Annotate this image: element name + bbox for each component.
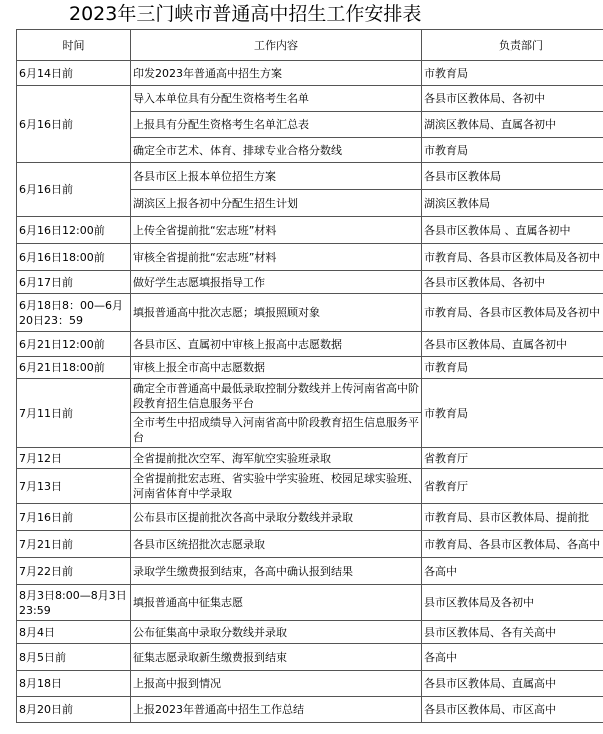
content-cell: 各县市区、直属初中审核上报高中志愿数据 [131, 332, 422, 357]
content-cell: 各县市区上报本单位招生方案 [131, 163, 422, 190]
table-row [17, 379, 603, 413]
table-row [17, 671, 603, 697]
time-cell: 6月18日8：00—6月20日23：59 [17, 294, 131, 332]
time-cell: 8月20日前 [17, 697, 131, 723]
table-row [17, 244, 603, 271]
time-cell: 7月12日 [17, 448, 131, 469]
content-cell: 印发2023年普通高中招生方案 [131, 61, 422, 86]
dept-cell: 湖滨区教体局、直属各初中 [422, 112, 603, 138]
time-cell: 8月5日前 [17, 644, 131, 671]
dept-cell: 各县市区教体局、市区高中 [422, 697, 603, 723]
content-cell: 上报2023年普通高中招生工作总结 [131, 697, 422, 723]
time-cell: 8月4日 [17, 621, 131, 644]
content-cell: 确定全市普通高中最低录取控制分数线并上传河南省高中阶段教育招生信息服务平台 [131, 379, 422, 413]
content-cell: 全省提前批宏志班、省实验中学实验班、校园足球实验班、河南省体育中学录取 [131, 469, 422, 504]
dept-cell: 县市区教体局及各初中 [422, 585, 603, 621]
dept-cell: 市教育局、各县市区教体局及各初中 [422, 244, 603, 271]
content-cell: 上报高中报到情况 [131, 671, 422, 697]
dept-cell: 湖滨区教体局 [422, 190, 603, 217]
content-cell: 上传全省提前批“宏志班”材料 [131, 217, 422, 244]
time-cell: 8月18日 [17, 671, 131, 697]
time-cell: 7月11日前 [17, 379, 131, 448]
dept-cell: 各县市区教体局、直属各初中 [422, 332, 603, 357]
table-row [17, 271, 603, 294]
time-cell: 7月16日前 [17, 504, 131, 531]
dept-cell: 市教育局 [422, 357, 603, 379]
content-cell: 审核上报全市高中志愿数据 [131, 357, 422, 379]
dept-cell: 县市区教体局、各有关高中 [422, 621, 603, 644]
table-row [17, 469, 603, 504]
content-cell: 公布征集高中录取分数线并录取 [131, 621, 422, 644]
table-row [17, 86, 603, 112]
dept-cell: 各高中 [422, 558, 603, 585]
content-cell: 全省提前批次空军、海军航空实验班录取 [131, 448, 422, 469]
dept-cell: 省教育厅 [422, 469, 603, 504]
time-cell: 6月21日18:00前 [17, 357, 131, 379]
content-cell: 全市考生中招成绩导入河南省高中阶段教育招生信息服务平台 [131, 413, 422, 448]
dept-cell: 各高中 [422, 644, 603, 671]
table-row [17, 294, 603, 332]
time-cell: 7月13日 [17, 469, 131, 504]
table-row [17, 558, 603, 585]
table-row [17, 332, 603, 357]
table-row [17, 504, 603, 531]
dept-cell: 市教育局、各县市区教体局及各初中 [422, 294, 603, 332]
time-cell: 6月21日12:00前 [17, 332, 131, 357]
dept-cell: 各县市区教体局、直属高中 [422, 671, 603, 697]
time-cell: 7月21日前 [17, 531, 131, 558]
content-cell: 公布县市区提前批次各高中录取分数线并录取 [131, 504, 422, 531]
dept-cell: 各县市区教体局、各初中 [422, 271, 603, 294]
time-cell: 6月16日前 [17, 86, 131, 163]
dept-cell: 市教育局 [422, 61, 603, 86]
table-row [17, 163, 603, 190]
table-row [17, 61, 603, 86]
table-row [17, 448, 603, 469]
dept-cell: 市教育局 [422, 138, 603, 163]
dept-cell: 各县市区教体局 、直属各初中 [422, 217, 603, 244]
time-cell: 6月16日18:00前 [17, 244, 131, 271]
table-row [17, 217, 603, 244]
table-row [17, 585, 603, 621]
header-time: 时间 [17, 30, 131, 61]
content-cell: 上报具有分配生资格考生名单汇总表 [131, 112, 422, 138]
content-cell: 导入本单位具有分配生资格考生名单 [131, 86, 422, 112]
dept-cell: 省教育厅 [422, 448, 603, 469]
table-row [17, 357, 603, 379]
header-dept: 负责部门 [422, 30, 603, 61]
time-cell: 6月16日前 [17, 163, 131, 217]
table-row [17, 531, 603, 558]
dept-cell: 各县市区教体局、各初中 [422, 86, 603, 112]
time-cell: 8月3日8:00—8月3日23:59 [17, 585, 131, 621]
table-row [17, 697, 603, 723]
dept-cell: 市教育局、县市区教体局、提前批 [422, 504, 603, 531]
content-cell: 征集志愿录取新生缴费报到结束 [131, 644, 422, 671]
time-cell: 6月16日12:00前 [17, 217, 131, 244]
header-row [17, 30, 603, 61]
content-cell: 录取学生缴费报到结束，各高中确认报到结果 [131, 558, 422, 585]
content-cell: 各县市区统招批次志愿录取 [131, 531, 422, 558]
content-cell: 审核全省提前批“宏志班”材料 [131, 244, 422, 271]
table-row [17, 644, 603, 671]
content-cell: 确定全市艺术、体育、排球专业合格分数线 [131, 138, 422, 163]
content-cell: 做好学生志愿填报指导工作 [131, 271, 422, 294]
table-row [17, 621, 603, 644]
dept-cell: 各县市区教体局 [422, 163, 603, 190]
schedule-table [16, 29, 603, 723]
dept-cell: 市教育局 [422, 379, 603, 448]
content-cell: 湖滨区上报各初中分配生招生计划 [131, 190, 422, 217]
dept-cell: 市教育局、各县市区教体局、各高中 [422, 531, 603, 558]
header-content: 工作内容 [131, 30, 422, 61]
time-cell: 6月14日前 [17, 61, 131, 86]
page-title: 2023年三门峡市普通高中招生工作安排表 [69, 3, 422, 25]
content-cell: 填报普通高中批次志愿；填报照顾对象 [131, 294, 422, 332]
time-cell: 7月22日前 [17, 558, 131, 585]
time-cell: 6月17日前 [17, 271, 131, 294]
content-cell: 填报普通高中征集志愿 [131, 585, 422, 621]
